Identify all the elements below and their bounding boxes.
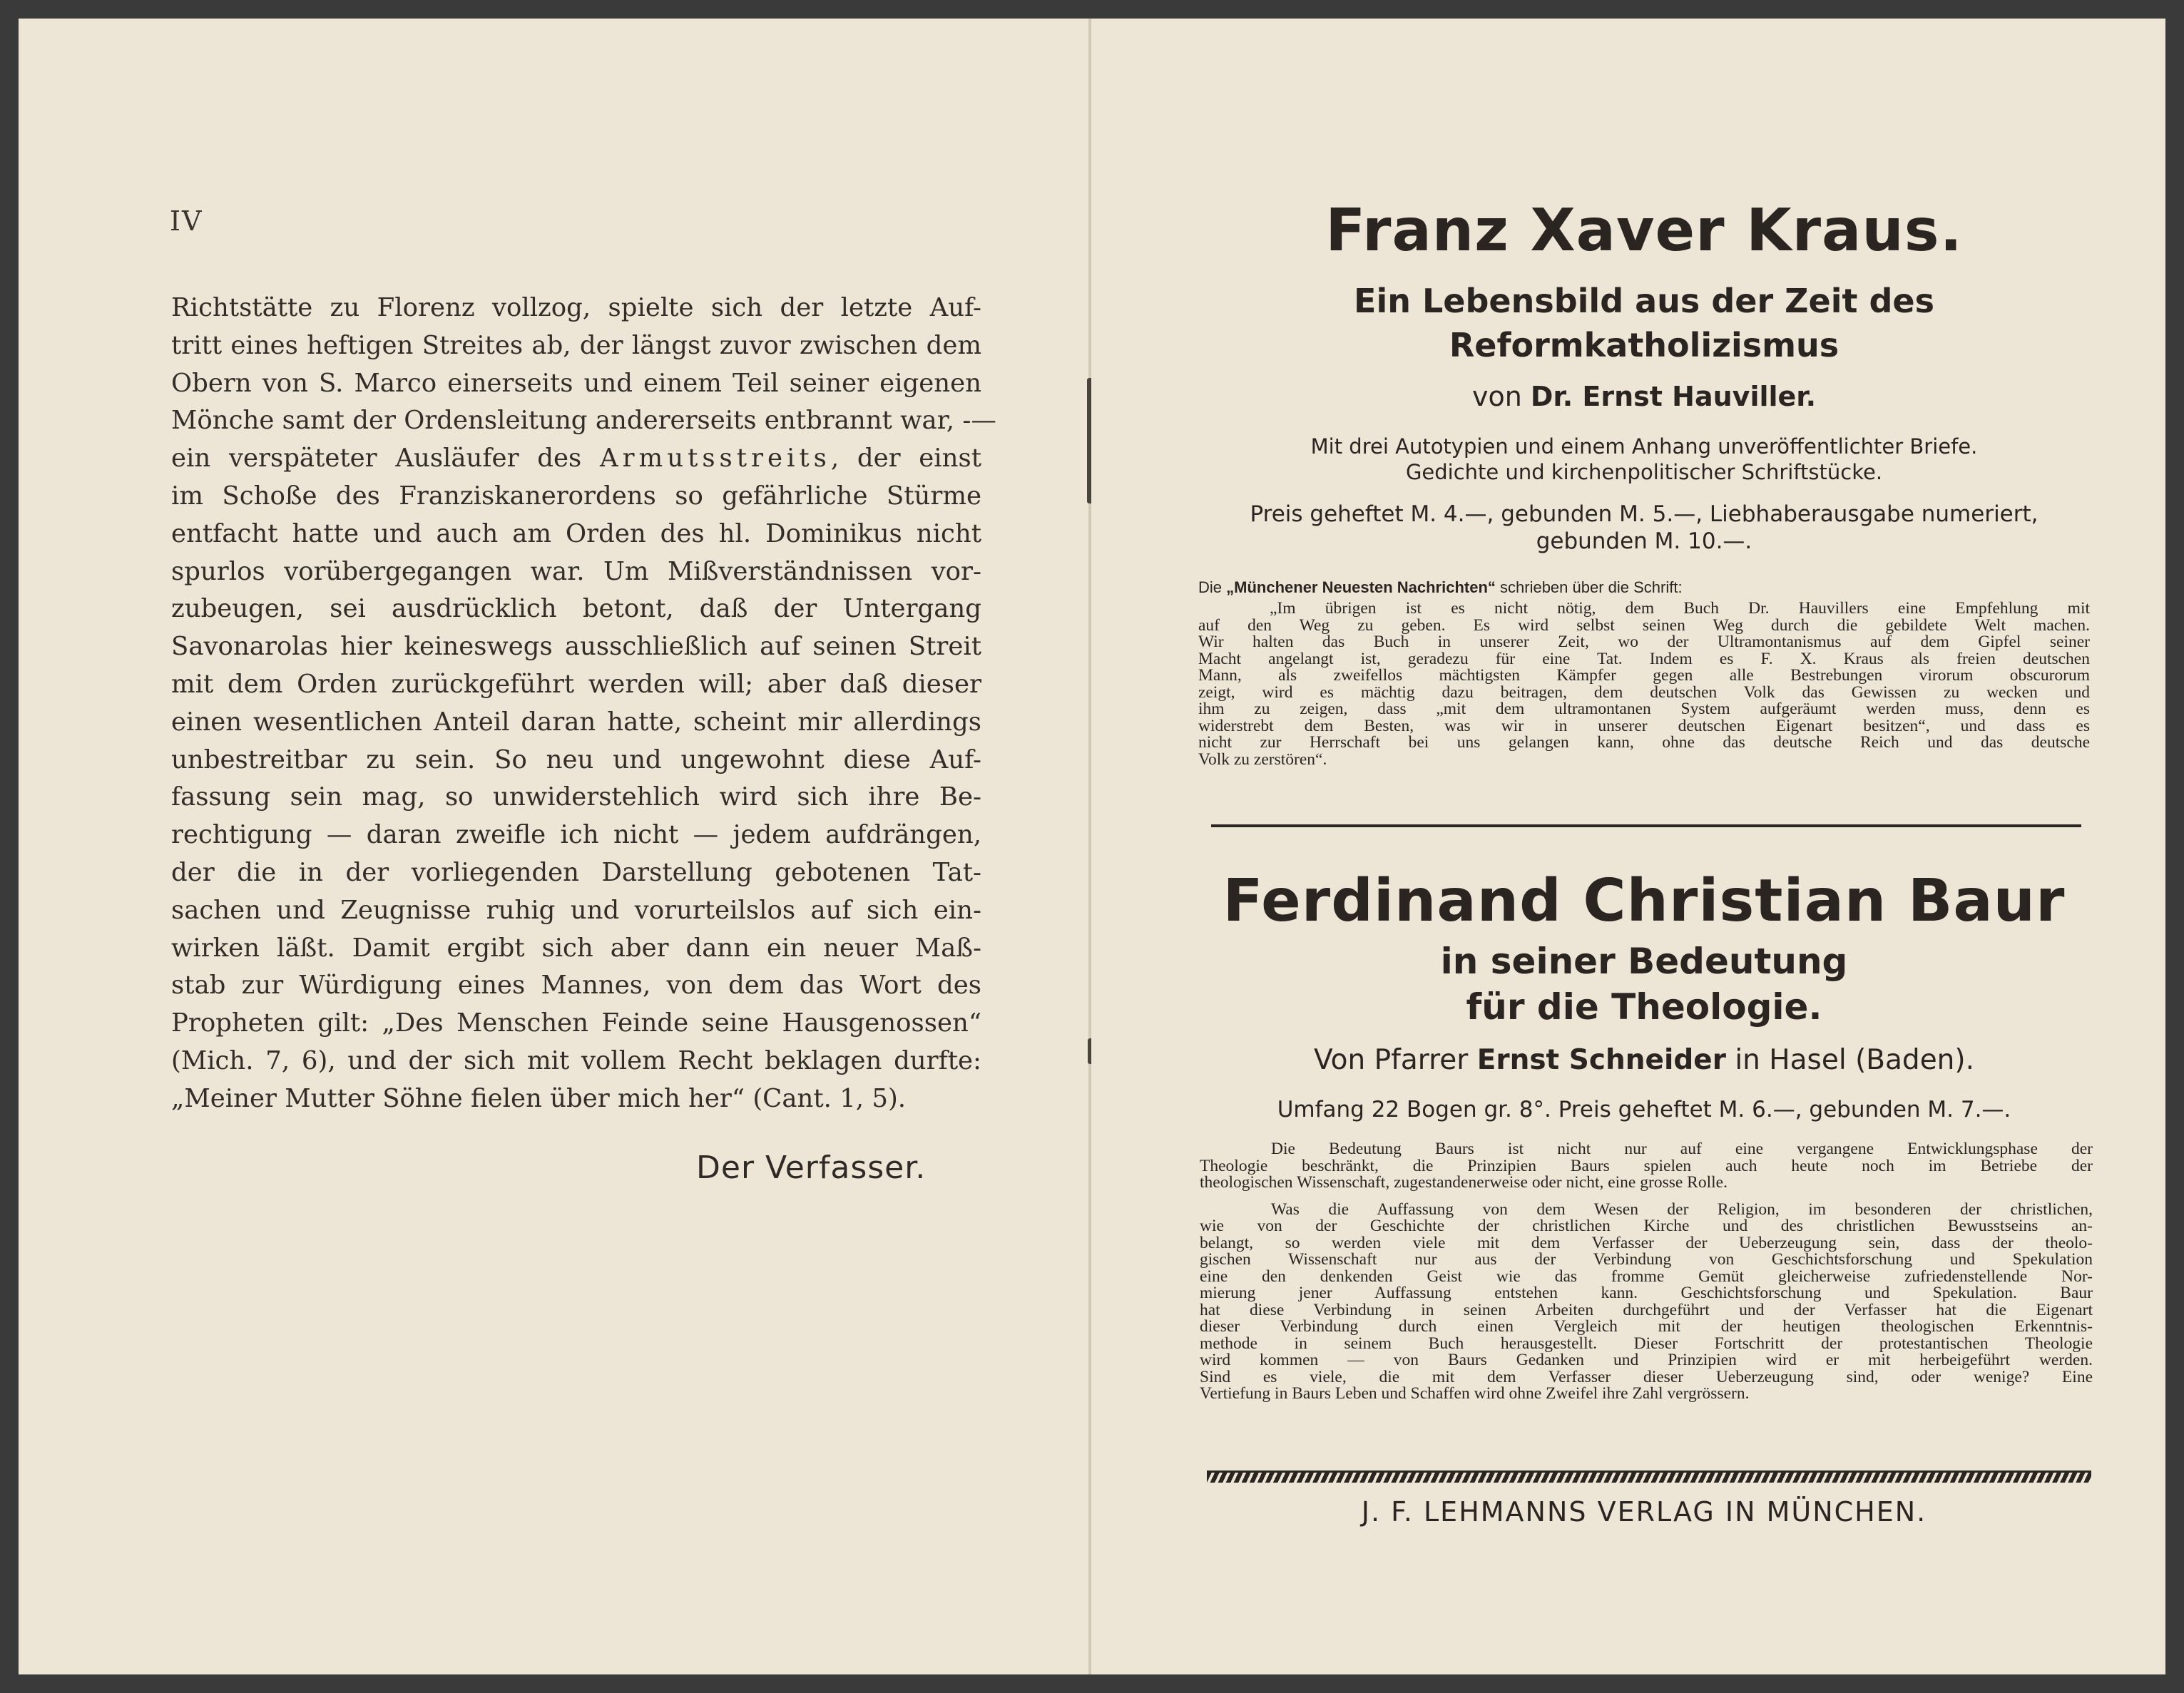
body-line: unbestreitbar zu sein. So neu und ungewohnt diese Auf- — [171, 745, 981, 774]
ad1-note — [1234, 434, 2054, 485]
ad1-title: Franz Xaver Kraus. — [1325, 197, 1963, 265]
ad1-note-line: Mit drei Autotypien und einem Anhang unveröffentlichter Briefe. — [1310, 434, 1978, 459]
desc-line: belangt, so werden viele mit dem Verfasser der Ueberzeugung sein, dass der theolo- — [1200, 1233, 2093, 1252]
ad1-subtitle-line: Ein Lebensbild aus der Zeit des — [1354, 282, 1934, 320]
right-page — [1091, 19, 2165, 1674]
body-line: einen wesentlichen Anteil daran hatte, scheint mir allerdings — [171, 707, 981, 737]
ad2-author-name: Ernst Schneider — [1476, 1044, 1726, 1076]
body-line: rechtigung — daran zweifle ich nicht — jedem aufdrängen, — [171, 820, 981, 850]
ad2-price: Umfang 22 Bogen gr. 8°. Preis geheftet M. 6.—, gebunden M. 7.—. — [1277, 1097, 2011, 1122]
quote-line: Volk zu zerstören“. — [1198, 750, 1327, 769]
ad1-price — [1198, 501, 2090, 555]
desc-line: Vertiefung in Baurs Leben und Schaffen wird ohne Zweifel ihre Zahl vergrössern. — [1200, 1384, 1750, 1403]
body-line: Obern von S. Marco einerseits und einem Teil seiner eigenen — [171, 368, 981, 398]
emphasized-word: Armutsstreits — [599, 444, 831, 474]
quote-line: Mann, als zweifellos mächtigsten Kämpfer gegen alle Bestrebungen virorum obscurorum — [1198, 666, 2090, 685]
ad1-author — [1191, 381, 2097, 412]
desc-line: gischen Wissenschaft nur aus der Verbindung von Geschichtsforschung und Spekulation — [1200, 1250, 2093, 1269]
ad1-price-line: Preis geheftet M. 4.—, gebunden M. 5.—, Liebhaberausgabe numeriert, — [1250, 501, 2038, 527]
body-text — [171, 290, 996, 1118]
desc-line: methode in seinem Buch herausgestellt. Dieser Fortschritt der protestantischen Theologie — [1200, 1334, 2093, 1353]
quote-intro-suffix: schrieben über die Schrift: — [1500, 578, 1683, 596]
ad2-author-prefix: Von Pfarrer — [1313, 1044, 1469, 1076]
ad2-subtitle — [1191, 938, 2097, 1030]
quote-line: Macht angelangt ist, geradezu für eine Tat. Indem es F. X. Kraus als freien deutschen — [1198, 649, 2090, 668]
ad1-quote — [1198, 600, 2090, 768]
ad2-subtitle-line: für die Theologie. — [1466, 986, 1822, 1028]
quote-intro-prefix: Die — [1198, 578, 1223, 596]
body-line: fassung sein mag, so unwiderstehlich wird sich ihre Be- — [171, 782, 981, 812]
desc-line: dieser Verbindung durch einen Vergleich mit der heutigen theologischen Erkenntnis- — [1200, 1317, 2093, 1336]
body-line: Richtstätte zu Florenz vollzog, spielte sich der letzte Auf- — [171, 293, 981, 322]
desc-line: Was die Auffassung von dem Wesen der Religion, im besonderen der christlichen, — [1271, 1200, 2093, 1219]
quote-line: auf den Weg zu geben. Es wird selbst seinen Weg durch die gebildete Welt machen. — [1198, 615, 2090, 635]
body-line: zubeugen, sei ausdrücklich betont, daß der Untergang — [171, 594, 981, 624]
ad1-author-name: Dr. Ernst Hauviller. — [1530, 381, 1817, 412]
publisher-imprint: J. F. LEHMANNS VERLAG IN MÜNCHEN. — [1361, 1496, 1927, 1528]
ad1-subtitle-line: Reformkatholizismus — [1449, 326, 1839, 364]
quote-line: Wir halten das Buch in unserer Zeit, wo der Ultramontanismus auf dem Gipfel seiner — [1198, 633, 2090, 651]
ad1-author-prefix: von — [1471, 381, 1522, 412]
ad2-author — [1191, 1044, 2097, 1076]
desc-line: theologischen Wissenschaft, zugestandenerweise oder nicht, eine grosse Rolle. — [1200, 1173, 1728, 1192]
desc-line: hat diese Verbindung in seinen Arbeiten durchgeführt und der Verfasser hat die Eigenart — [1200, 1300, 2093, 1319]
ornamental-divider — [1207, 1470, 2091, 1483]
ad1-price-line: gebunden M. 10.—. — [1536, 528, 1752, 554]
body-line: Propheten gilt: „Des Menschen Feinde seine Hausgenossen“ — [171, 1008, 981, 1038]
body-line: spurlos vorübergegangen war. Um Mißverständnissen vor- — [171, 556, 981, 586]
body-line: stab zur Würdigung eines Mannes, von dem das Wort des — [171, 971, 981, 1001]
body-line: tritt eines heftigen Streites ab, der längst zuvor zwischen dem — [171, 330, 981, 360]
section-divider — [1211, 824, 2081, 827]
quote-source: „Münchener Neuesten Nachrichten“ — [1226, 578, 1496, 596]
quote-line: „Im übrigen ist es nicht nötig, dem Buch Dr. Hauvillers eine Empfehlung mit — [1270, 599, 2090, 618]
body-line: sachen und Zeugnisse ruhig und vorurteilslos auf sich ein- — [171, 895, 981, 925]
body-line-part: ein verspäteter Ausläufer des — [171, 444, 600, 474]
page-number: IV — [170, 205, 203, 237]
desc-line: wird kommen — von Baurs Gedanken und Prinzipien wird er mit herbeigeführt werden. — [1200, 1351, 2093, 1369]
desc-line: eine den denkenden Geist wie das fromme Gemüt gleicherweise zufriedenstellende Nor- — [1200, 1267, 2093, 1286]
ad1-subtitle — [1191, 279, 2097, 367]
quote-line: zeigt, wird es mächtig dazu beitragen, dem deutschen Volk das Gewissen zu wecken und — [1198, 682, 2090, 702]
body-line-part: , der einst — [830, 444, 981, 474]
left-page — [19, 19, 1090, 1674]
ad1-quote-intro — [1198, 578, 2090, 597]
body-line: wirken läßt. Damit ergibt sich aber dann ein neuer Maß- — [171, 933, 981, 963]
quote-line: widerstrebt dem Besten, was wir in unserer deutschen Eigenart besitzen“, und dass es — [1198, 716, 2090, 735]
body-line-spaced — [171, 440, 981, 478]
body-line: entfacht hatte und auch am Orden des hl. Dominikus nicht — [171, 518, 981, 548]
body-line: im Schoße des Franziskanerordens so gefährliche Stürme — [171, 481, 981, 511]
desc-line: Die Bedeutung Baurs ist nicht nur auf eine vergangene Entwicklungsphase der — [1271, 1140, 2093, 1158]
signature: Der Verfasser. — [696, 1150, 927, 1186]
body-line: Savonarolas hier keineswegs ausschließlich auf seinen Streit — [171, 632, 981, 662]
desc-line: wie von der Geschichte der christlichen Kirche und des christlichen Bewusstseins an- — [1200, 1217, 2093, 1235]
body-line: (Mich. 7, 6), und der sich mit vollem Recht beklagen durfte: — [171, 1045, 981, 1075]
ad2-author-suffix: in Hasel (Baden). — [1735, 1044, 1975, 1076]
quote-line: ihm zu zeigen, dass „mit dem ultramontanen System aufgeräumt werden muss, denn es — [1198, 700, 2090, 718]
desc-line: Sind es viele, die mit dem Verfasser dieser Ueberzeugung sind, oder wenige? Eine — [1200, 1367, 2093, 1386]
body-line: der die in der vorliegenden Darstellung gebotenen Tat- — [171, 857, 981, 887]
desc-line: Theologie beschränkt, die Prinzipien Baurs spielen auch heute noch im Betriebe der — [1200, 1156, 2093, 1175]
ad2-title: Ferdinand Christian Baur — [1223, 867, 2066, 935]
desc-line: mierung jener Auffassung entstehen kann. Geschichtsforschung und Spekulation. Baur — [1200, 1284, 2093, 1302]
body-line: Mönche samt der Ordensleitung andererseits entbrannt war, -— — [171, 406, 996, 436]
body-line: „Meiner Mutter Söhne fielen über mich her“ (Cant. 1, 5). — [171, 1083, 907, 1113]
ad2-subtitle-line: in seiner Bedeutung — [1440, 941, 1848, 982]
body-line: mit dem Orden zurückgeführt werden will; aber daß dieser — [171, 669, 981, 699]
ad1-note-line: Gedichte und kirchenpolitischer Schriftstücke. — [1405, 460, 1883, 484]
ad2-description — [1200, 1141, 2093, 1403]
quote-line: nicht zur Herrschaft bei uns gelangen kann, ohne das deutsche Reich und das deutsche — [1198, 733, 2090, 752]
